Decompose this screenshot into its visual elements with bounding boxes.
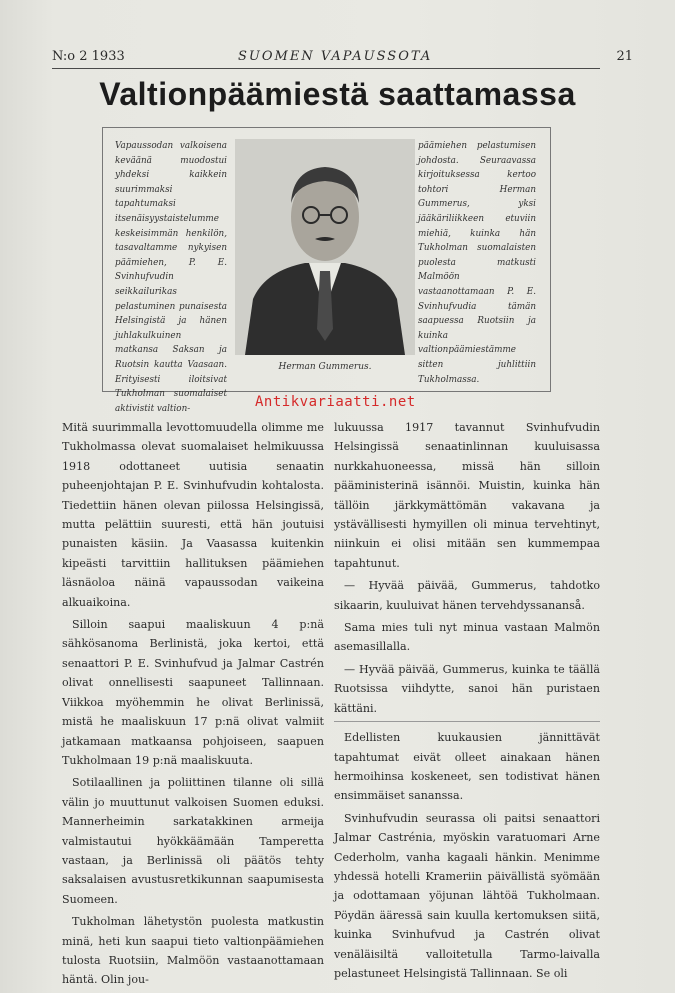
body-paragraph: — Hyvää päivää, Gummerus, kuinka te täällä Ruotsissa viihdytte, sanoi hän puristaen kättäni. xyxy=(334,662,600,715)
body-paragraph: Mitä suurimmalla levottomuudella olimme me Tukholmassa olevat suomalaiset helmikuussa 1918 odottaneet uutisia senaatin puheenjohtajan P. E. Svinhufvudin kohtalosta. Tiedettiin hänen olevan piilossa Helsingissä, mutta pelättiin suuresti, että hän joutuisi punaisten käsiin. Ja Vaasassa kuitenkin kipeästi tarvittiin hallituksen päämiehen läsnäoloa näinä vapaussodan vaikeina alkuaikoina. xyxy=(62,421,324,609)
intro-text-right: päämiehen pelastumisen johdosta. Seuraavassa kirjoituksessa kertoo tohtori Herman Gummerus, yksi jääkäriliikkeen etuviin miehiä, kuinka hän Tukholman suomalaisten puolesta matkusti Malmöön vastaanottamaan P. E. Svinhufvudia tämän saapuessa Ruotsiin ja kuinka valtionpäämiestämme sitten juhlittiin Tukholmassa. xyxy=(418,141,536,385)
issue-number: N:o 2 1933 xyxy=(52,49,125,64)
body-paragraph: lukuussa 1917 tavannut Svinhufvudin Helsingissä senaatinlinnan kuuluisassa nurkkahuoneessa, missä hän silloin pääministerinä isännöi. Muistin, kuinka hän tällöin järkkymättömän vakavana ja ystävällisesti hymyillen oli minua tervehtinyt, niinkuin ei olisi mitään sen kummempaa tapahtunut. xyxy=(334,421,600,570)
watermark: Antikvariaatti.net xyxy=(255,394,416,410)
journal-title: SUOMEN VAPAUSSOTA xyxy=(238,49,433,64)
body-paragraph: — Hyvää päivää, Gummerus, tahdotko sikaarin, kuuluivat hänen tervehdyssananså. xyxy=(334,579,600,612)
portrait-illustration xyxy=(235,139,415,355)
body-paragraph: Sotilaallinen ja poliittinen tilanne oli sillä välin jo muuttunut valkoisen Suomen eduksi. Mannerheimin sarkatakkinen armeija valmistautui hyökkäämään Tamperetta vastaan, ja Berlinissä oli päätös tehty saksalaisen avustusretkikunnan saapumisesta Suomeen. xyxy=(62,776,324,906)
intro-text-left: Vapaussodan valkoisena keväänä muodostui yhdeksi kaikkein suurimmaksi tapahtumaksi itsenäisyystaistelumme keskeisimmän henkilön, tasavaltamme nykyisen päämiehen, P. E. Svinhufvudin seikkailurikas pelastuminen punaisesta Helsingistä ja hänen juhlakulkuinen matkansa Saksan ja Ruotsin kautta Vaasaan. Erityisesti iloitsivat Tukholman suomalaiset aktivistit valtion- xyxy=(115,141,227,414)
article-title: Valtionpäämiestä saattamassa xyxy=(99,76,576,112)
body-column-right xyxy=(334,418,600,986)
body-paragraph: Tukholman lähetystön puolesta matkustin minä, heti kun saapui tieto valtionpäämiehen tulosta Ruotsiin, Malmöön vastaanottamaan häntä. Olin jou- xyxy=(62,915,324,987)
portrait-photo xyxy=(235,139,415,355)
header-rule xyxy=(52,68,600,69)
page-number: 21 xyxy=(616,49,633,64)
body-column-left xyxy=(62,418,324,993)
body-paragraph: Sama mies tuli nyt minua vastaan Malmön asemasillalla. xyxy=(334,621,600,654)
body-paragraph: Svinhufvudin seurassa oli paitsi senaattori Jalmar Castrénia, myöskin varatuomari Arne Cederholm, vanha kagaali hänkin. Menimme yhdessä hotelli Krameriin päivällistä syömään ja odottamaan yöjunan lähtöä Tukholmaan. Pöydän ääressä sain kuulla kertomuksen siitä, kuinka Svinhufvud ja Castrén olivat venäläisiltä valloitetulla Tarmo-laivalla pelastuneet Helsingistä Tallinnaan. Se oli xyxy=(334,811,600,980)
photo-caption: Herman Gummerus. xyxy=(278,362,372,372)
body-paragraph: Silloin saapui maaliskuun 4 p:nä sähkösanoma Berlinistä, joka kertoi, että senaattori P. E. Svinhufvud ja Jalmar Castrén olivat onnellisesti saapuneet Tallinnaan. Viikkoa myöhemmin he olivat Berlinissä, mistä he maaliskuun 17 p:nä olivat valmiit jatkamaan matkaansa pohjoiseen, saapuen Tukholmaan 19 p:nä maaliskuuta. xyxy=(62,618,324,767)
body-paragraph: Edellisten kuukausien jännittävät tapahtumat eivät olleet ainakaan hänen hermoihinsa koskeneet, sen todistivat hänen ensimmäiset sananssa. xyxy=(334,721,600,806)
